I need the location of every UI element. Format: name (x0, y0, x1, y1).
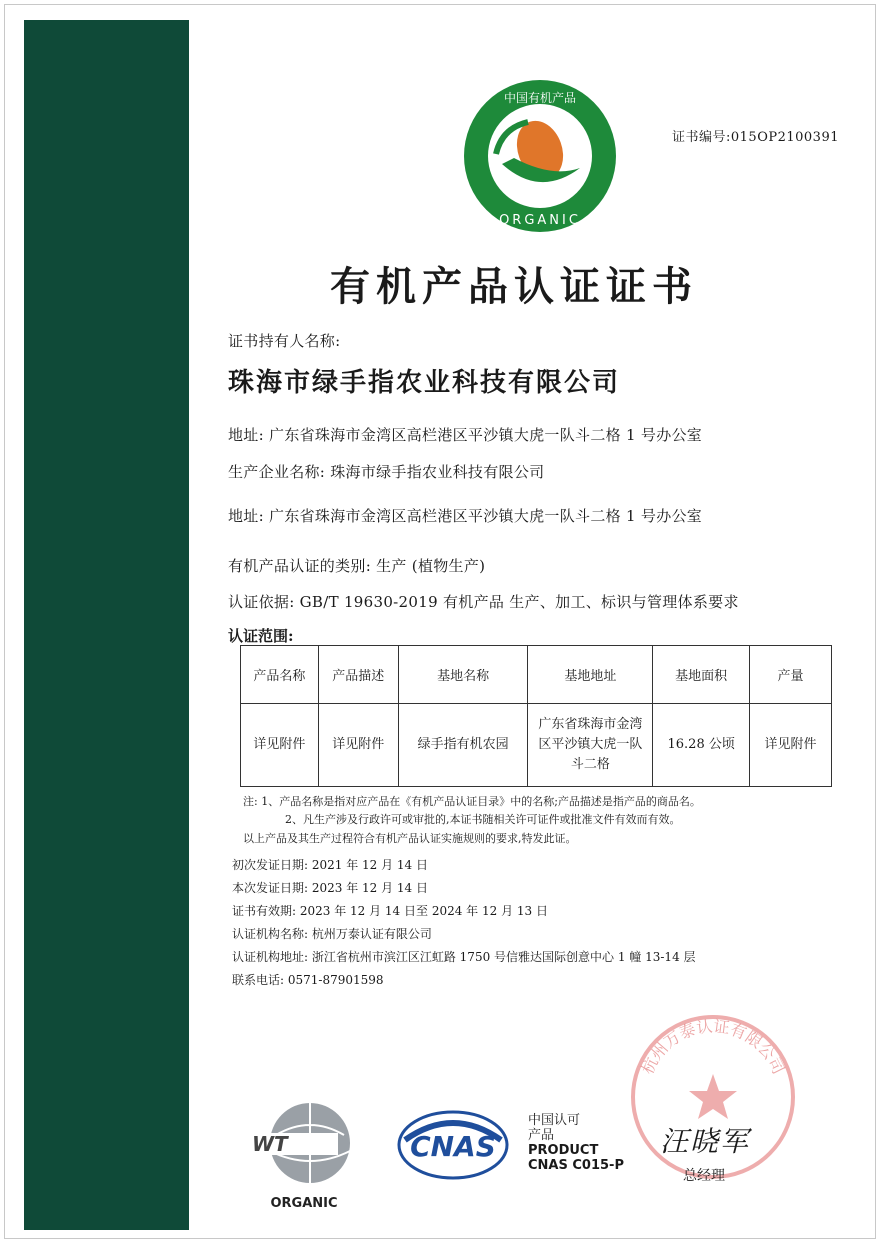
table-cell: 广东省珠海市金湾区平沙镇大虎一队斗二格 (528, 704, 653, 787)
green-side-band (24, 20, 189, 1230)
holder-label: 证书持有人名称: (228, 332, 341, 350)
cnas-logo-text: CNAS (410, 1130, 496, 1163)
seal-text: 杭州万泰认证有限公司 (637, 1016, 789, 1078)
wt-logo-text: ORGANIC (270, 1196, 338, 1211)
signature: 汪晓军 (660, 1125, 751, 1158)
table-row (241, 704, 832, 787)
note-2: 2、凡生产涉及行政许可或审批的,本证书随相关许可证件或批准文件有效而有效。 (285, 813, 681, 826)
producer-address: 地址: 广东省珠海市金湾区高栏港区平沙镇大虎一队斗二格 1 号办公室 (228, 507, 703, 525)
holder-address: 地址: 广东省珠海市金湾区高栏港区平沙镇大虎一队斗二格 1 号办公室 (228, 426, 703, 444)
accreditation-line: CNAS C015-P (528, 1158, 624, 1173)
cnas-logo (397, 1110, 509, 1180)
table-header: 基地面积 (653, 646, 750, 704)
table-header: 产品描述 (318, 646, 398, 704)
svg-text:WT: WT (252, 1132, 288, 1156)
table-header: 基地地址 (528, 646, 653, 704)
accreditation-line: 产品 (528, 1128, 555, 1143)
table-cell: 详见附件 (318, 704, 398, 787)
first-issue-date: 初次发证日期: 2021 年 12 月 14 日 (232, 858, 429, 872)
producer-name: 生产企业名称: 珠海市绿手指农业科技有限公司 (228, 463, 545, 481)
accreditation-line: PRODUCT (528, 1143, 599, 1158)
page-title: 有机产品认证证书 (330, 263, 698, 310)
validity-period: 证书有效期: 2023 年 12 月 14 日至 2024 年 12 月 13 日 (232, 904, 548, 918)
accreditation-text (528, 1113, 624, 1173)
certification-body-address: 认证机构地址: 浙江省杭州市滨江区江虹路 1750 号信雅达国际创意中心 1 幢 13-14 层 (232, 950, 696, 964)
note-1: 注: 1、产品名称是指对应产品在《有机产品认证目录》中的名称;产品描述是指产品的商品名。 (243, 795, 701, 808)
general-manager-label: 总经理 (683, 1168, 725, 1184)
table-header: 产量 (750, 646, 832, 704)
scope-label: 认证范围: (228, 627, 294, 645)
table-cell: 16.28 公顷 (653, 704, 750, 787)
note-3: 以上产品及其生产过程符合有机产品认证实施规则的要求,特发此证。 (243, 832, 577, 845)
logo-bottom-text: ORGANIC (499, 213, 581, 228)
table-cell: 详见附件 (241, 704, 319, 787)
scope-table (240, 645, 832, 787)
wt-organic-logo (240, 1095, 365, 1215)
table-header: 基地名称 (398, 646, 528, 704)
table-header: 产品名称 (241, 646, 319, 704)
contact-phone: 联系电话: 0571-87901598 (232, 973, 384, 987)
svg-text:杭州万泰认证有限公司 (638, 1017, 789, 1078)
logo-arc-text: 中国有机产品 (503, 91, 577, 105)
table-header-row (241, 646, 832, 704)
accreditation-line: 中国认可 (528, 1113, 581, 1128)
holder-name: 珠海市绿手指农业科技有限公司 (228, 368, 621, 398)
china-organic-logo (462, 78, 618, 234)
table-cell: 详见附件 (750, 704, 832, 787)
certificate-number: 证书编号:015OP2100391 (672, 130, 839, 145)
certification-category: 有机产品认证的类别: 生产 (植物生产) (228, 557, 486, 575)
table-cell: 绿手指有机农园 (398, 704, 528, 787)
certification-body-name: 认证机构名称: 杭州万泰认证有限公司 (232, 927, 432, 941)
this-issue-date: 本次发证日期: 2023 年 12 月 14 日 (232, 881, 429, 895)
certification-basis: 认证依据: GB/T 19630-2019 有机产品 生产、加工、标识与管理体系要求 (228, 593, 739, 611)
